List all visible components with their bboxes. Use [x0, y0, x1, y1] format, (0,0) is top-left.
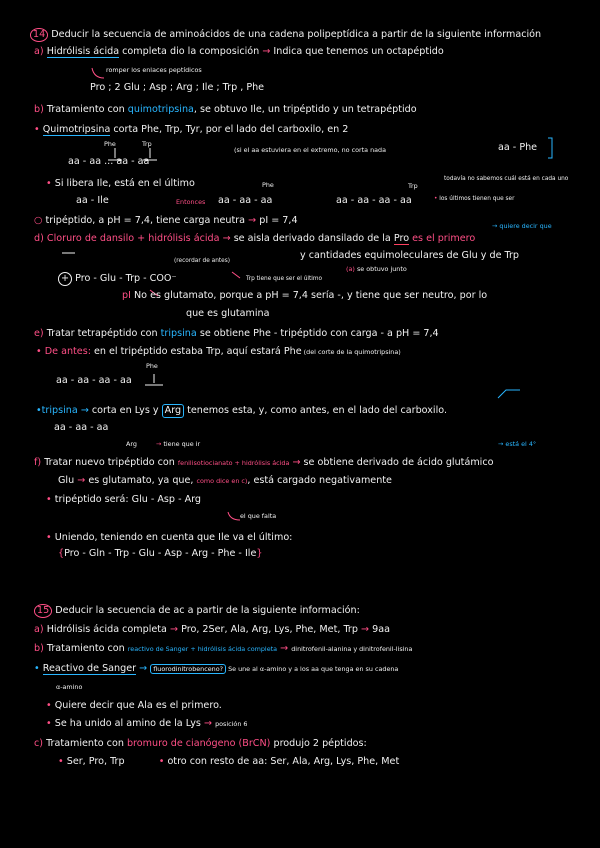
p14-no-glut-row	[122, 290, 487, 302]
p14-no-glut: No es glutamato, porque a pH = 7,4 sería -, y tiene que ser neutro, por lo	[133, 290, 488, 301]
p14-number-badge: 14	[30, 28, 48, 42]
arrow-icon: →	[289, 457, 301, 468]
arrow-icon: →	[74, 475, 89, 486]
p14-quimo-row	[34, 124, 348, 136]
p14-label-arg: Arg	[126, 440, 137, 448]
p15-b-text1: Tratamiento con	[46, 643, 128, 654]
arrow-icon: →	[203, 718, 212, 729]
p14-d-junto-text: se obtuvo junto	[356, 265, 407, 273]
p14-title: Deducir la secuencia de aminoácidos de una cadena polipeptídica a partir de la siguiente información	[51, 29, 542, 40]
p15-b-row	[34, 643, 412, 655]
bullet-icon: •	[46, 178, 52, 189]
p14-tripsina-text: corta en Lys y	[91, 405, 162, 416]
bullet-icon: •	[46, 718, 52, 729]
p14-glu: Glu	[58, 475, 75, 486]
p14-chain3: aa - aa - aa - aa	[336, 195, 412, 206]
bullet-icon: •	[34, 663, 40, 674]
bullet-icon: •	[36, 405, 42, 416]
p14-ultimos: • los últimos tienen que ser	[434, 196, 515, 202]
p14-e-tripsina: tripsina	[160, 328, 197, 339]
p15-alfa: α-amino	[56, 683, 83, 691]
p14-tiene-que-text: tiene que ir	[163, 440, 201, 448]
brace-close-icon: }	[256, 548, 263, 559]
p14-tri-pi: pI = 7,4	[259, 215, 298, 226]
bullet-icon: •	[46, 700, 52, 711]
p14-quimo-text: corta Phe, Trp, Tyr, por el lado del carboxilo, en 2	[110, 124, 349, 135]
bullet-icon: •	[58, 756, 64, 767]
p14-aa-ile: aa - Ile	[76, 195, 109, 206]
p14-recordar: (recordar de antes)	[174, 258, 230, 264]
p14-f-text1: Tratar nuevo tripéptido con	[44, 457, 178, 468]
p14-f-label: f)	[34, 457, 42, 468]
p14-no-sabemos: todavía no sabemos cuál está en cada uno	[444, 176, 569, 182]
arrow-icon: →	[248, 215, 257, 226]
p14-chain2: aa - aa - aa	[218, 195, 273, 206]
arrow-icon: →	[139, 663, 148, 674]
p15-quiere-decir: Quiere decir que Ala es el primero.	[54, 700, 222, 711]
p14-d-result: se aisla derivado dansilado de la	[233, 233, 394, 244]
bullet-icon: •	[34, 124, 40, 135]
p14-esta-4-text: está el 4°	[505, 440, 537, 448]
p15-b-sanger: reactivo de Sanger + hidrólisis ácida completa	[127, 645, 278, 653]
p14-chain6: aa - aa - aa	[54, 422, 109, 433]
p14-ultimos-text: los últimos tienen que ser	[439, 196, 515, 202]
p14-chain5: aa - aa - aa - aa	[56, 375, 132, 386]
p15-sanger-text: Se une al α-amino y a los aa que tenga en su cadena	[226, 665, 399, 673]
p14-c-row	[34, 215, 298, 227]
p15-a-row	[34, 624, 390, 636]
p14-label-phe: Phe	[104, 140, 116, 148]
p14-entonces: Entonces	[176, 198, 206, 206]
p14-trp-tiene: Trp tiene que ser el último	[246, 276, 323, 282]
p14-tripsina-row	[36, 404, 447, 418]
p14-d-es: es el primero	[409, 233, 476, 244]
p15-c-bromuro: bromuro de cianógeno (BrCN)	[126, 738, 271, 749]
p14-final-seq: Pro - Gln - Trp - Glu - Asp - Arg - Phe - Ile	[64, 548, 257, 559]
p14-liberar-text: Si libera Ile, está en el último	[54, 178, 195, 189]
p15-peptides-row	[58, 756, 399, 768]
p14-title-row	[30, 28, 541, 42]
p14-e-result: se obtiene Phe - tripéptido con carga - a pH = 7,4	[196, 328, 439, 339]
p15-peptide-1: Ser, Pro, Trp	[66, 756, 125, 767]
p14-label-trp2: Trp	[408, 182, 418, 190]
arrow-icon: →	[77, 405, 92, 416]
p14-d-label: d)	[34, 233, 44, 244]
p14-b-text2: , se obtuvo Ile, un tripéptido y un tetrapéptido	[193, 104, 417, 115]
p14-de-antes-row	[36, 346, 401, 358]
circle-bullet-icon: ○	[34, 215, 43, 226]
p15-title: Deducir la secuencia de ac a partir de la siguiente información:	[55, 605, 360, 616]
p15-sanger-paren: fluorodinitrobenceno?	[150, 664, 226, 674]
p14-d-quiere-text: quiere decir que	[499, 222, 552, 230]
p15-sanger-row	[34, 663, 398, 675]
p14-e-row	[34, 328, 439, 340]
p14-b-label: b)	[34, 104, 44, 115]
p14-esta-4: → está el 4°	[498, 440, 537, 448]
p14-b-quimotripsina: quimotripsina	[127, 104, 194, 115]
arrow-icon: →	[361, 624, 370, 635]
p15-quiere-row	[46, 700, 222, 712]
p14-a-note: Indica que tenemos un octapéptido	[273, 46, 444, 57]
p14-tri-text: tripéptido, a pH = 7,4, tiene carga neutra	[45, 215, 246, 226]
p14-de-antes: De antes:	[44, 346, 91, 357]
p14-final-row	[58, 548, 262, 560]
p14-d-quiere: → quiere decir que	[492, 222, 552, 230]
plus-charge-icon: +	[58, 272, 72, 286]
arrow-icon: →	[222, 233, 231, 244]
p14-d-pro: Pro	[393, 233, 410, 244]
p15-se-ha-unido: Se ha unido al amino de la Lys	[54, 718, 201, 729]
p14-b-row	[34, 104, 417, 116]
p14-d-text: Cloruro de dansilo + hidrólisis ácida	[46, 233, 220, 244]
p15-a-label: a)	[34, 624, 44, 635]
p14-a-row	[34, 46, 444, 58]
p14-tiene-que: → tiene que ir	[156, 440, 201, 448]
p14-como-dice: como dice en c)	[196, 477, 248, 485]
p14-uniendo: Uniendo, teniendo en cuenta que Ile va el último:	[54, 532, 293, 543]
p15-sanger-label: Reactivo de Sanger	[42, 663, 137, 674]
p14-a-hydrolysis: Hidrólisis ácida	[46, 46, 120, 57]
p14-label-phe2: Phe	[262, 181, 274, 189]
p15-c-text2: produjo 2 péptidos:	[270, 738, 367, 749]
p14-de-antes-paren: (del corte de la quimotripsina)	[301, 348, 401, 356]
bullet-icon: •	[36, 346, 42, 357]
p15-unido-row	[46, 718, 247, 730]
arrow-icon: →	[259, 46, 274, 57]
p14-f-text2: se obtiene derivado de ácido glutámico	[300, 457, 494, 468]
p15-title-row	[34, 604, 360, 618]
p14-tri-sera-row	[46, 494, 201, 506]
brace-open-icon: {	[58, 548, 65, 559]
p15-c-label: c)	[34, 738, 44, 749]
p14-d-row	[34, 233, 475, 245]
p14-extremo-note: (si el aa estuviera en el extremo, no corta nada	[234, 146, 387, 154]
p15-number-badge: 15	[34, 604, 52, 618]
p15-posicion: posición 6	[215, 720, 248, 728]
p14-chain4: Pro - Glu - Trp - COO⁻	[75, 273, 177, 284]
p14-e-text: Tratar tetrapéptido con	[46, 328, 161, 339]
p14-liberar-row	[46, 178, 195, 190]
bullet-icon: •	[158, 756, 165, 767]
p14-b-text1: Tratamiento con	[46, 104, 128, 115]
p14-d-junto: (a) se obtuvo junto	[346, 265, 407, 273]
p14-a-label: a)	[34, 46, 44, 57]
p14-composition: Pro ; 2 Glu ; Asp ; Arg ; Ile ; Trp , Phe	[90, 82, 265, 93]
p15-a-text: Hidrólisis ácida completa	[46, 624, 167, 635]
p14-label-trp: Trp	[142, 140, 152, 148]
p15-c-row	[34, 738, 367, 750]
p15-b-dinitro: dinitrofenil-alanina y dinitrofenil-lisina	[291, 645, 413, 653]
p14-aa-phe: aa - Phe	[498, 142, 538, 153]
p14-el-que-falta: el que falta	[240, 512, 277, 520]
p14-glu-row	[58, 475, 392, 487]
p14-tripsina-label: tripsina	[41, 405, 78, 416]
p14-tri-sera: tripéptido será: Glu - Asp - Arg	[54, 494, 202, 505]
p14-chain4-row	[58, 272, 177, 286]
arrow-icon: →	[170, 624, 179, 635]
p15-a-9aa: 9aa	[372, 624, 390, 635]
p14-chain1: aa - aa ... aa - aa	[68, 156, 150, 167]
p14-uniendo-row	[46, 532, 292, 544]
p14-e-label: e)	[34, 328, 44, 339]
p14-a-text: completa dio la composición	[119, 46, 260, 57]
p14-a-sub: romper los enlaces peptídicos	[106, 66, 202, 74]
p15-b-label: b)	[34, 643, 44, 654]
p14-f-fenil: fenilisotiocianato + hidrólisis ácida	[177, 459, 290, 467]
p14-glu-text2: , está cargado negativamente	[247, 475, 392, 486]
p14-d-result2: y cantidades equimoleculares de Glu y de Trp	[300, 250, 520, 261]
p15-c-text1: Tratamiento con	[46, 738, 127, 749]
p14-arg-box: Arg	[162, 404, 184, 418]
p14-quimo-label: Quimotripsina	[42, 124, 111, 135]
bullet-icon: •	[46, 532, 52, 543]
p15-a-comp: Pro, 2Ser, Ala, Arg, Lys, Phe, Met, Trp	[181, 624, 358, 635]
p14-que-es: que es glutamina	[186, 308, 270, 319]
p14-pi-note: pI	[122, 290, 131, 301]
p14-glu-text: es glutamato, ya que,	[88, 475, 197, 486]
arrow-icon: →	[280, 643, 289, 654]
p14-label-phe3: Phe	[146, 362, 158, 370]
p15-peptide-2: otro con resto de aa: Ser, Ala, Arg, Lys, Phe, Met	[167, 756, 400, 767]
bullet-icon: •	[46, 494, 52, 505]
p14-tenemos: tenemos esta, y, como antes, en el lado del carboxilo.	[184, 405, 448, 416]
p14-de-antes-text: en el tripéptido estaba Trp, aquí estará Phe	[90, 346, 302, 357]
p14-f-row	[34, 457, 493, 469]
